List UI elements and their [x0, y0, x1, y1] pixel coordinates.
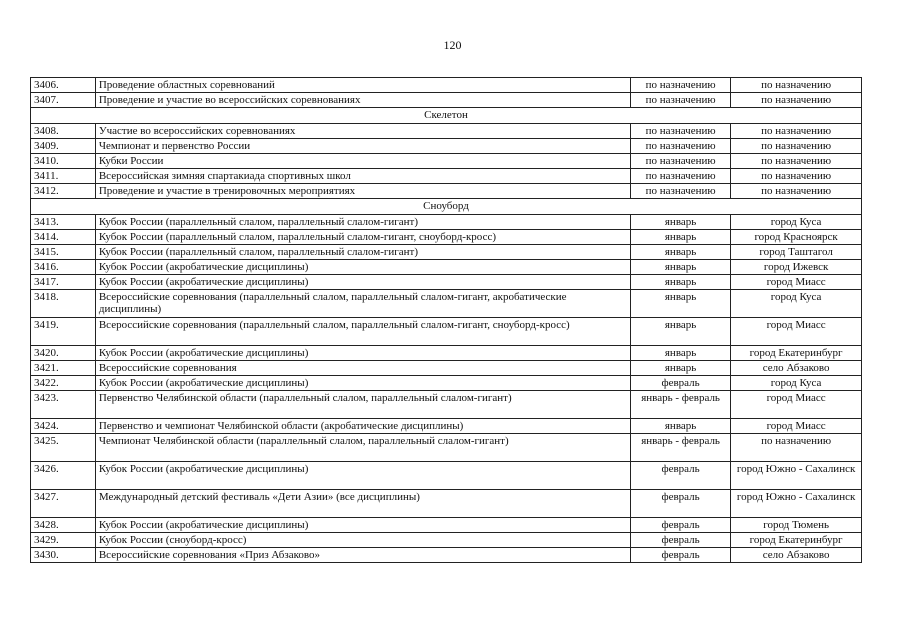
event-name: Кубок России (параллельный слалом, параллельный слалом-гигант, сноуборд-кросс) — [95, 230, 630, 245]
row-number: 3429. — [31, 533, 96, 548]
row-number: 3418. — [31, 290, 96, 318]
row-number: 3422. — [31, 376, 96, 391]
event-name: Кубок России (сноуборд-кросс) — [95, 533, 630, 548]
event-name: Чемпионат Челябинской области (параллельный слалом, параллельный слалом-гигант) — [95, 434, 630, 462]
event-date: по назначению — [630, 124, 730, 139]
event-name: Кубок России (акробатические дисциплины) — [95, 376, 630, 391]
event-date: январь — [630, 230, 730, 245]
event-place: город Ижевск — [731, 260, 862, 275]
row-number: 3423. — [31, 391, 96, 419]
event-name: Участие во всероссийских соревнованиях — [95, 124, 630, 139]
event-name: Кубок России (параллельный слалом, параллельный слалом-гигант) — [95, 215, 630, 230]
table-row — [31, 184, 862, 199]
event-date: январь — [630, 290, 730, 318]
row-number: 3416. — [31, 260, 96, 275]
table-row — [31, 361, 862, 376]
event-place: город Екатеринбург — [731, 533, 862, 548]
event-name: Первенство Челябинской области (параллельный слалом, параллельный слалом-гигант) — [95, 391, 630, 419]
event-name: Кубки России — [95, 154, 630, 169]
table-row — [31, 548, 862, 563]
row-number: 3411. — [31, 169, 96, 184]
table-row — [31, 245, 862, 260]
table-row — [31, 93, 862, 108]
row-number: 3413. — [31, 215, 96, 230]
table-row — [31, 124, 862, 139]
event-place: село Абзаково — [731, 361, 862, 376]
event-date: по назначению — [630, 184, 730, 199]
event-place: город Таштагол — [731, 245, 862, 260]
event-date: январь — [630, 419, 730, 434]
table-row — [31, 78, 862, 93]
event-date: январь - февраль — [630, 391, 730, 419]
table-row — [31, 260, 862, 275]
event-place: город Куса — [731, 215, 862, 230]
row-number: 3407. — [31, 93, 96, 108]
event-place: город Красноярск — [731, 230, 862, 245]
table-row — [31, 376, 862, 391]
event-name: Проведение областных соревнований — [95, 78, 630, 93]
row-number: 3421. — [31, 361, 96, 376]
event-name: Чемпионат и первенство России — [95, 139, 630, 154]
events-table-body — [31, 78, 862, 563]
page-number: 120 — [443, 38, 462, 52]
table-row — [31, 318, 862, 346]
event-place: город Южно - Сахалинск — [731, 490, 862, 518]
event-place: по назначению — [731, 184, 862, 199]
event-name: Всероссийские соревнования «Приз Абзаково» — [95, 548, 630, 563]
event-place: город Тюмень — [731, 518, 862, 533]
row-number: 3430. — [31, 548, 96, 563]
event-date: январь — [630, 260, 730, 275]
event-place: город Миасс — [731, 391, 862, 419]
event-place: по назначению — [731, 124, 862, 139]
event-name: Всероссийские соревнования (параллельный слалом, параллельный слалом-гигант, сноуборд-кросс) — [95, 318, 630, 346]
table-row — [31, 518, 862, 533]
section-header-row — [31, 199, 862, 215]
event-place: по назначению — [731, 169, 862, 184]
row-number: 3410. — [31, 154, 96, 169]
event-name: Кубок России (акробатические дисциплины) — [95, 346, 630, 361]
event-date: январь — [630, 318, 730, 346]
event-place: город Екатеринбург — [731, 346, 862, 361]
event-date: февраль — [630, 518, 730, 533]
section-header-row — [31, 108, 862, 124]
event-place: город Миасс — [731, 318, 862, 346]
event-place: по назначению — [731, 434, 862, 462]
events-table — [30, 77, 862, 563]
event-date: январь — [630, 245, 730, 260]
event-name: Проведение и участие во всероссийских соревнованиях — [95, 93, 630, 108]
event-date: январь — [630, 361, 730, 376]
event-name: Первенство и чемпионат Челябинской области (акробатические дисциплины) — [95, 419, 630, 434]
event-place: по назначению — [731, 154, 862, 169]
event-date: по назначению — [630, 169, 730, 184]
event-place: село Абзаково — [731, 548, 862, 563]
event-name: Кубок России (акробатические дисциплины) — [95, 275, 630, 290]
row-number: 3415. — [31, 245, 96, 260]
row-number: 3419. — [31, 318, 96, 346]
event-date: январь — [630, 215, 730, 230]
event-place: город Южно - Сахалинск — [731, 462, 862, 490]
row-number: 3414. — [31, 230, 96, 245]
event-date: февраль — [630, 490, 730, 518]
event-place: город Миасс — [731, 419, 862, 434]
event-date: февраль — [630, 548, 730, 563]
row-number: 3425. — [31, 434, 96, 462]
table-row — [31, 462, 862, 490]
event-name: Кубок России (акробатические дисциплины) — [95, 260, 630, 275]
table-row — [31, 434, 862, 462]
event-name: Всероссийские соревнования — [95, 361, 630, 376]
event-name: Кубок России (акробатические дисциплины) — [95, 462, 630, 490]
event-date: январь — [630, 346, 730, 361]
row-number: 3412. — [31, 184, 96, 199]
event-name: Всероссийские соревнования (параллельный слалом, параллельный слалом-гигант, акробатические дисциплины) — [95, 290, 630, 318]
row-number: 3408. — [31, 124, 96, 139]
event-place: город Миасс — [731, 275, 862, 290]
event-place: по назначению — [731, 78, 862, 93]
event-date: февраль — [630, 462, 730, 490]
row-number: 3428. — [31, 518, 96, 533]
table-row — [31, 275, 862, 290]
event-name: Кубок России (акробатические дисциплины) — [95, 518, 630, 533]
section-title: Сноуборд — [31, 199, 862, 215]
event-date: январь — [630, 275, 730, 290]
event-place: город Куса — [731, 290, 862, 318]
table-row — [31, 533, 862, 548]
event-date: февраль — [630, 376, 730, 391]
event-date: по назначению — [630, 78, 730, 93]
row-number: 3420. — [31, 346, 96, 361]
row-number: 3427. — [31, 490, 96, 518]
row-number: 3424. — [31, 419, 96, 434]
event-date: по назначению — [630, 139, 730, 154]
event-place: город Куса — [731, 376, 862, 391]
table-row — [31, 290, 862, 318]
event-name: Проведение и участие в тренировочных мероприятиях — [95, 184, 630, 199]
row-number: 3409. — [31, 139, 96, 154]
table-row — [31, 230, 862, 245]
table-row — [31, 346, 862, 361]
table-row — [31, 490, 862, 518]
row-number: 3406. — [31, 78, 96, 93]
table-row — [31, 391, 862, 419]
event-name: Кубок России (параллельный слалом, параллельный слалом-гигант) — [95, 245, 630, 260]
event-name: Международный детский фестиваль «Дети Азии» (все дисциплины) — [95, 490, 630, 518]
event-name: Всероссийская зимняя спартакиада спортивных школ — [95, 169, 630, 184]
event-date: февраль — [630, 533, 730, 548]
table-row — [31, 169, 862, 184]
table-row — [31, 139, 862, 154]
row-number: 3417. — [31, 275, 96, 290]
event-date: по назначению — [630, 93, 730, 108]
table-row — [31, 419, 862, 434]
event-place: по назначению — [731, 93, 862, 108]
section-title: Скелетон — [31, 108, 862, 124]
event-place: по назначению — [731, 139, 862, 154]
event-date: январь - февраль — [630, 434, 730, 462]
event-date: по назначению — [630, 154, 730, 169]
table-row — [31, 154, 862, 169]
table-row — [31, 215, 862, 230]
row-number: 3426. — [31, 462, 96, 490]
